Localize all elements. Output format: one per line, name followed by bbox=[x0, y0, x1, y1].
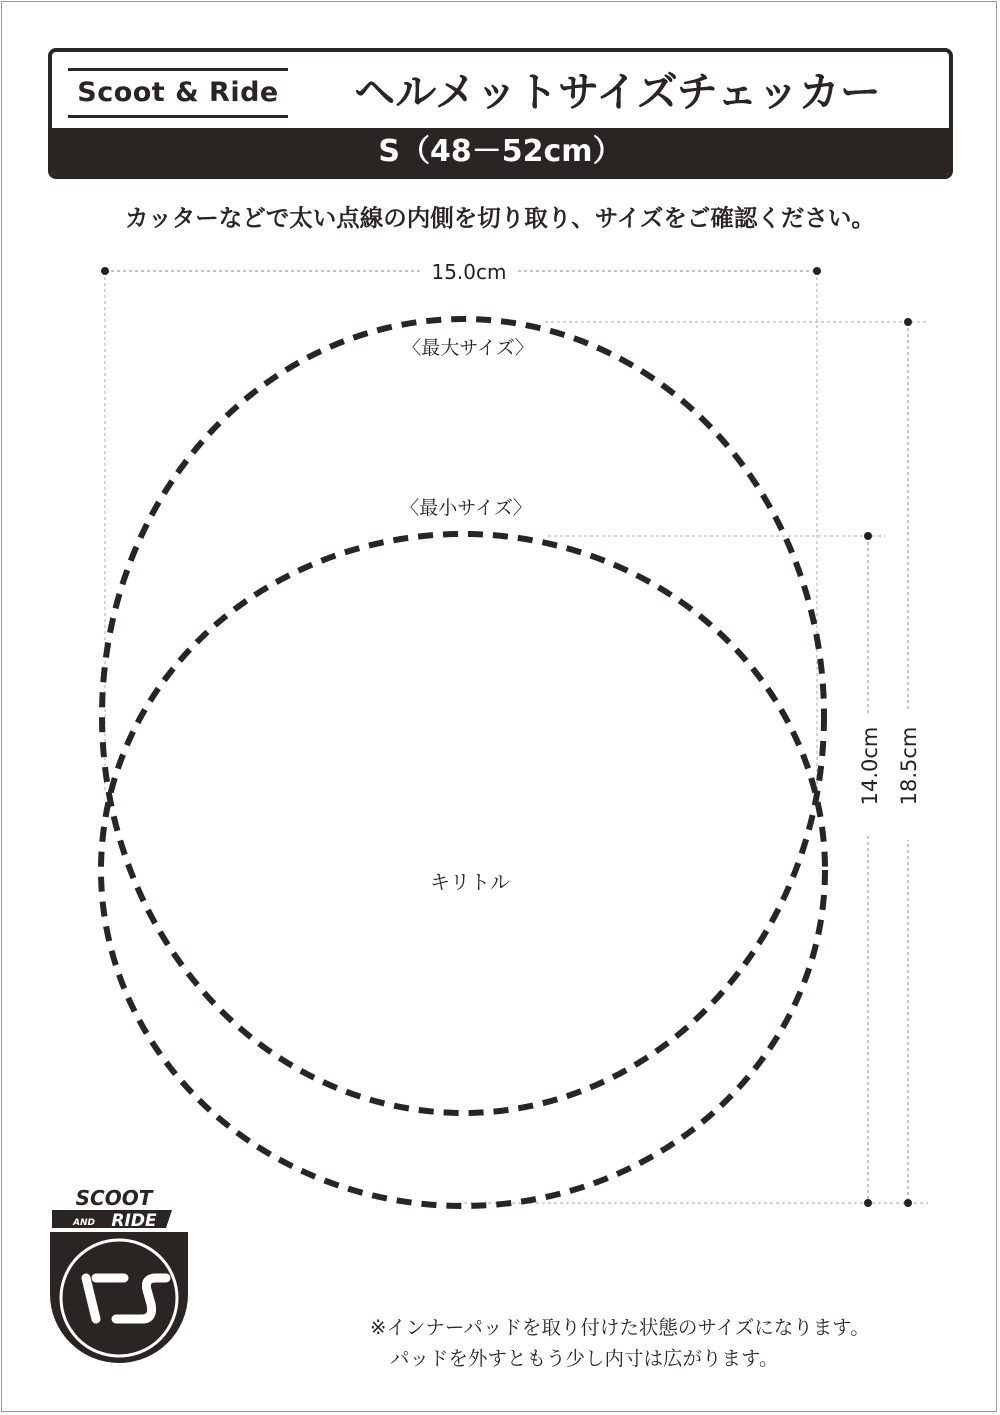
logo-shield bbox=[50, 1232, 188, 1363]
logo-line2: RIDE bbox=[111, 1211, 157, 1231]
width-label: 15.0cm bbox=[431, 260, 507, 284]
footnote-line1: ※インナーパッドを取り付けた状態のサイズになります。 bbox=[370, 1316, 870, 1339]
logo-and: AND bbox=[73, 1218, 95, 1228]
min-height-label: 14.0cm bbox=[858, 726, 882, 806]
logo-line1: SCOOT bbox=[75, 1186, 153, 1210]
brand-name: Scoot & Ride bbox=[68, 68, 288, 118]
page-title: ヘルメットサイズチェッカー bbox=[354, 68, 881, 116]
width-guide-right-dot bbox=[813, 267, 821, 275]
min-size-label: 〈最小サイズ〉 bbox=[400, 497, 532, 519]
min-height-bottom-dot bbox=[864, 1199, 872, 1207]
max-height-bottom-dot bbox=[904, 1199, 912, 1207]
min-height-top-dot bbox=[864, 532, 872, 540]
max-height-label: 18.5cm bbox=[897, 726, 921, 806]
size-range-label: S（48－52cm） bbox=[52, 128, 949, 175]
footnote-line2: パッドを外すともう少し内寸は広がります。 bbox=[390, 1347, 779, 1370]
brand-logo bbox=[46, 1184, 196, 1364]
cut-instruction: カッターなどで太い点線の内側を切り取り、サイズをご確認ください。 bbox=[125, 204, 875, 232]
footnote bbox=[370, 1312, 970, 1374]
width-guide-left-dot bbox=[101, 267, 109, 275]
max-size-outline bbox=[102, 319, 824, 1113]
max-height-top-dot bbox=[904, 318, 912, 326]
cut-label: キリトル bbox=[430, 870, 510, 894]
max-size-label: 〈最大サイズ〉 bbox=[402, 337, 534, 359]
